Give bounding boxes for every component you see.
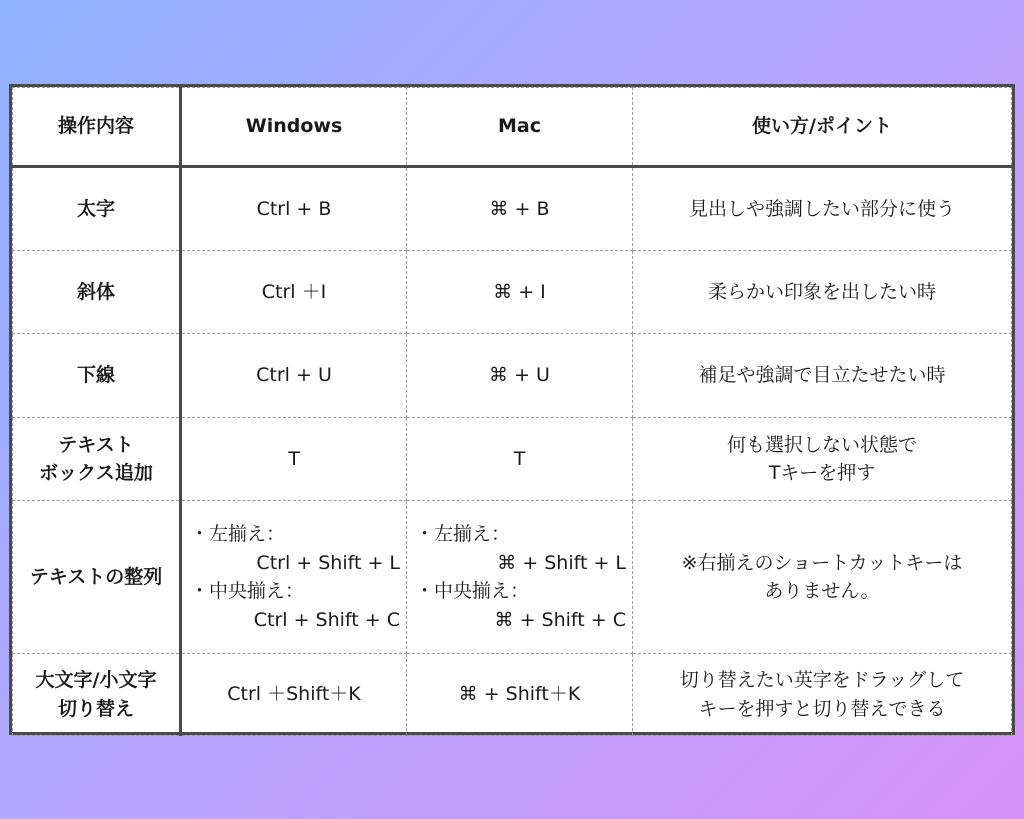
windows-cell: Ctrl ＋Shift＋K <box>181 654 407 736</box>
header-tips: 使い方/ポイント <box>633 88 1012 167</box>
op-cell: 下線 <box>13 334 181 418</box>
tip-cell: 見出しや強調したい部分に使う <box>633 167 1012 251</box>
mac-cell: ⌘ + U <box>407 334 633 418</box>
mac-cell: ⌘ + I <box>407 251 633 334</box>
op-cell <box>13 418 181 501</box>
header-mac: Mac <box>407 88 633 167</box>
mac-cell <box>407 501 633 654</box>
table-row <box>13 334 1012 418</box>
header-windows: Windows <box>181 88 407 167</box>
windows-cell: T <box>181 418 407 501</box>
align-center-label: ・中央揃え： <box>415 580 530 602</box>
op-cell: テキストの整列 <box>13 501 181 654</box>
op-line: ボックス追加 <box>39 462 153 484</box>
table-row <box>13 167 1012 251</box>
tip-line: 切り替えたい英字をドラッグして <box>679 669 965 691</box>
tip-line: Tキーを押す <box>768 462 876 484</box>
op-line: テキスト <box>58 433 134 456</box>
tip-line: ありません。 <box>764 580 880 602</box>
tip-cell <box>633 418 1012 501</box>
mac-cell: T <box>407 418 633 501</box>
windows-cell <box>181 501 407 654</box>
align-center-keys: Ctrl + Shift + C <box>253 608 400 631</box>
op-line: 大文字/小文字 <box>35 669 157 691</box>
align-left-keys: Ctrl + Shift + L <box>256 551 400 574</box>
op-cell: 斜体 <box>13 251 181 334</box>
windows-cell: Ctrl ＋I <box>181 251 407 334</box>
tip-cell <box>633 654 1012 736</box>
mac-cell: ⌘ + B <box>407 167 633 251</box>
shortcut-table <box>9 84 1015 735</box>
tip-cell <box>633 501 1012 654</box>
mac-cell: ⌘ + Shift＋K <box>407 654 633 736</box>
table-row <box>13 501 1012 654</box>
tip-cell: 補足や強調で目立たせたい時 <box>633 334 1012 418</box>
op-cell <box>13 654 181 736</box>
windows-cell: Ctrl + B <box>181 167 407 251</box>
align-left-label: ・左揃え： <box>190 523 286 545</box>
tip-line: ※右揃えのショートカットキーは <box>681 551 963 574</box>
align-left-keys: ⌘ + Shift + L <box>497 551 626 574</box>
table-row <box>13 654 1012 736</box>
align-center-label: ・中央揃え： <box>190 580 305 602</box>
table-header-row <box>13 88 1012 167</box>
shortcut-table-grid <box>12 87 1012 736</box>
tip-line: 何も選択しない状態で <box>726 433 917 456</box>
table-row <box>13 251 1012 334</box>
tip-cell: 柔らかい印象を出したい時 <box>633 251 1012 334</box>
align-center-keys: ⌘ + Shift + C <box>494 608 626 631</box>
header-operation: 操作内容 <box>13 88 181 167</box>
align-left-label: ・左揃え： <box>415 523 511 545</box>
tip-line: キーを押すと切り替えできる <box>698 697 946 720</box>
op-line: 切り替え <box>57 697 134 720</box>
op-cell: 太字 <box>13 167 181 251</box>
windows-cell: Ctrl + U <box>181 334 407 418</box>
table-row <box>13 418 1012 501</box>
